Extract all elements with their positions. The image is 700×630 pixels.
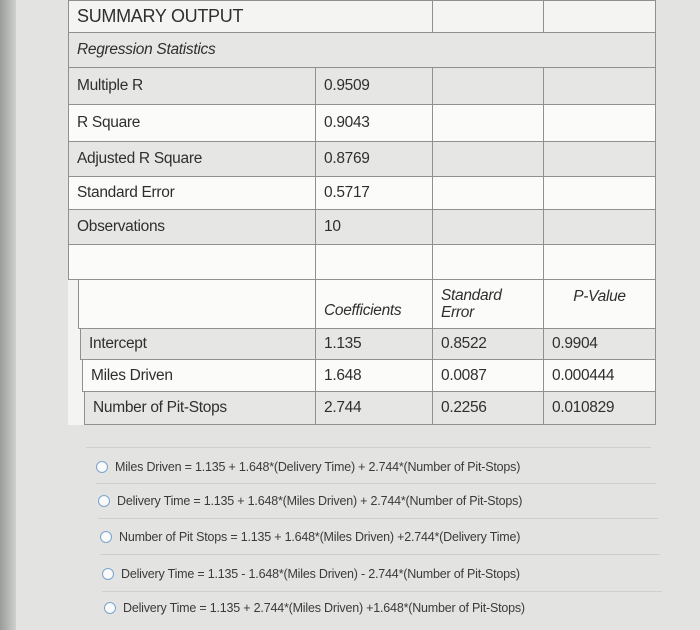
radio-button-icon[interactable] bbox=[102, 568, 114, 580]
empty-cell bbox=[543, 141, 656, 177]
coefficients-header: Coefficients bbox=[315, 279, 433, 329]
regression-output-table bbox=[68, 0, 656, 425]
radio-button-icon[interactable] bbox=[96, 461, 108, 473]
standard-error-header-line2: Error bbox=[441, 304, 474, 321]
empty-cell bbox=[543, 244, 656, 280]
empty-cell bbox=[543, 176, 656, 210]
std-error-value: 0.0087 bbox=[432, 359, 544, 392]
divider bbox=[100, 554, 660, 555]
stat-label: Multiple R bbox=[68, 67, 316, 105]
coef-row-label: Number of Pit-Stops bbox=[84, 391, 316, 425]
empty-cell bbox=[543, 67, 656, 105]
standard-error-header-line1: Standard bbox=[441, 287, 502, 304]
divider bbox=[102, 591, 662, 592]
stat-value: 0.5717 bbox=[315, 176, 433, 210]
stat-value: 0.9509 bbox=[315, 67, 433, 105]
answer-option-label: Miles Driven = 1.135 + 1.648*(Delivery Time) + 2.744*(Number of Pit-Stops) bbox=[115, 460, 521, 474]
stat-label: Adjusted R Square bbox=[68, 141, 316, 177]
divider bbox=[86, 447, 651, 448]
answer-option-5[interactable] bbox=[104, 594, 664, 622]
stat-value: 10 bbox=[315, 209, 433, 245]
answer-option-label: Delivery Time = 1.135 + 2.744*(Miles Driven) +1.648*(Number of Pit-Stops) bbox=[123, 601, 525, 615]
radio-button-icon[interactable] bbox=[100, 531, 112, 543]
answer-option-label: Number of Pit Stops = 1.135 + 1.648*(Miles Driven) +2.744*(Delivery Time) bbox=[119, 530, 521, 544]
coef-value: 2.744 bbox=[315, 391, 433, 425]
coef-value: 1.135 bbox=[315, 328, 433, 360]
std-error-value: 0.2256 bbox=[432, 391, 544, 425]
empty-cell bbox=[543, 104, 656, 142]
p-value-header: P-Value bbox=[543, 279, 656, 329]
empty-cell bbox=[68, 244, 316, 280]
p-value: 0.000444 bbox=[543, 359, 656, 392]
summary-title: SUMMARY OUTPUT bbox=[68, 0, 433, 33]
empty-cell bbox=[432, 67, 544, 105]
empty-cell bbox=[432, 209, 544, 245]
answer-option-label: Delivery Time = 1.135 + 1.648*(Miles Driven) + 2.744*(Number of Pit-Stops) bbox=[117, 494, 523, 508]
coef-value: 1.648 bbox=[315, 359, 433, 392]
std-error-value: 0.8522 bbox=[432, 328, 544, 360]
stat-value: 0.8769 bbox=[315, 141, 433, 177]
divider bbox=[96, 483, 656, 484]
empty-cell bbox=[432, 244, 544, 280]
empty-cell bbox=[543, 209, 656, 245]
p-value: 0.010829 bbox=[543, 391, 656, 425]
empty-cell bbox=[432, 0, 544, 33]
p-value: 0.9904 bbox=[543, 328, 656, 360]
answer-option-1[interactable] bbox=[96, 453, 656, 481]
empty-cell bbox=[432, 176, 544, 210]
stat-value: 0.9043 bbox=[315, 104, 433, 142]
stat-label: R Square bbox=[68, 104, 316, 142]
standard-error-header bbox=[432, 279, 544, 329]
answer-option-3[interactable] bbox=[100, 523, 660, 551]
radio-button-icon[interactable] bbox=[104, 602, 116, 614]
radio-button-icon[interactable] bbox=[98, 495, 110, 507]
empty-cell bbox=[432, 104, 544, 142]
stat-label: Standard Error bbox=[68, 176, 316, 210]
coef-row-label: Miles Driven bbox=[82, 359, 316, 392]
answer-option-4[interactable] bbox=[102, 560, 662, 588]
coef-row-label: Intercept bbox=[80, 328, 316, 360]
empty-cell bbox=[315, 244, 433, 280]
photo-edge-shadow bbox=[0, 0, 16, 630]
answer-option-label: Delivery Time = 1.135 - 1.648*(Miles Driven) - 2.744*(Number of Pit-Stops) bbox=[121, 567, 520, 581]
empty-cell bbox=[78, 279, 316, 329]
empty-cell bbox=[543, 0, 656, 33]
answer-option-2[interactable] bbox=[98, 487, 658, 515]
regression-stats-title: Regression Statistics bbox=[68, 32, 656, 68]
stat-label: Observations bbox=[68, 209, 316, 245]
divider bbox=[98, 518, 658, 519]
empty-cell bbox=[432, 141, 544, 177]
